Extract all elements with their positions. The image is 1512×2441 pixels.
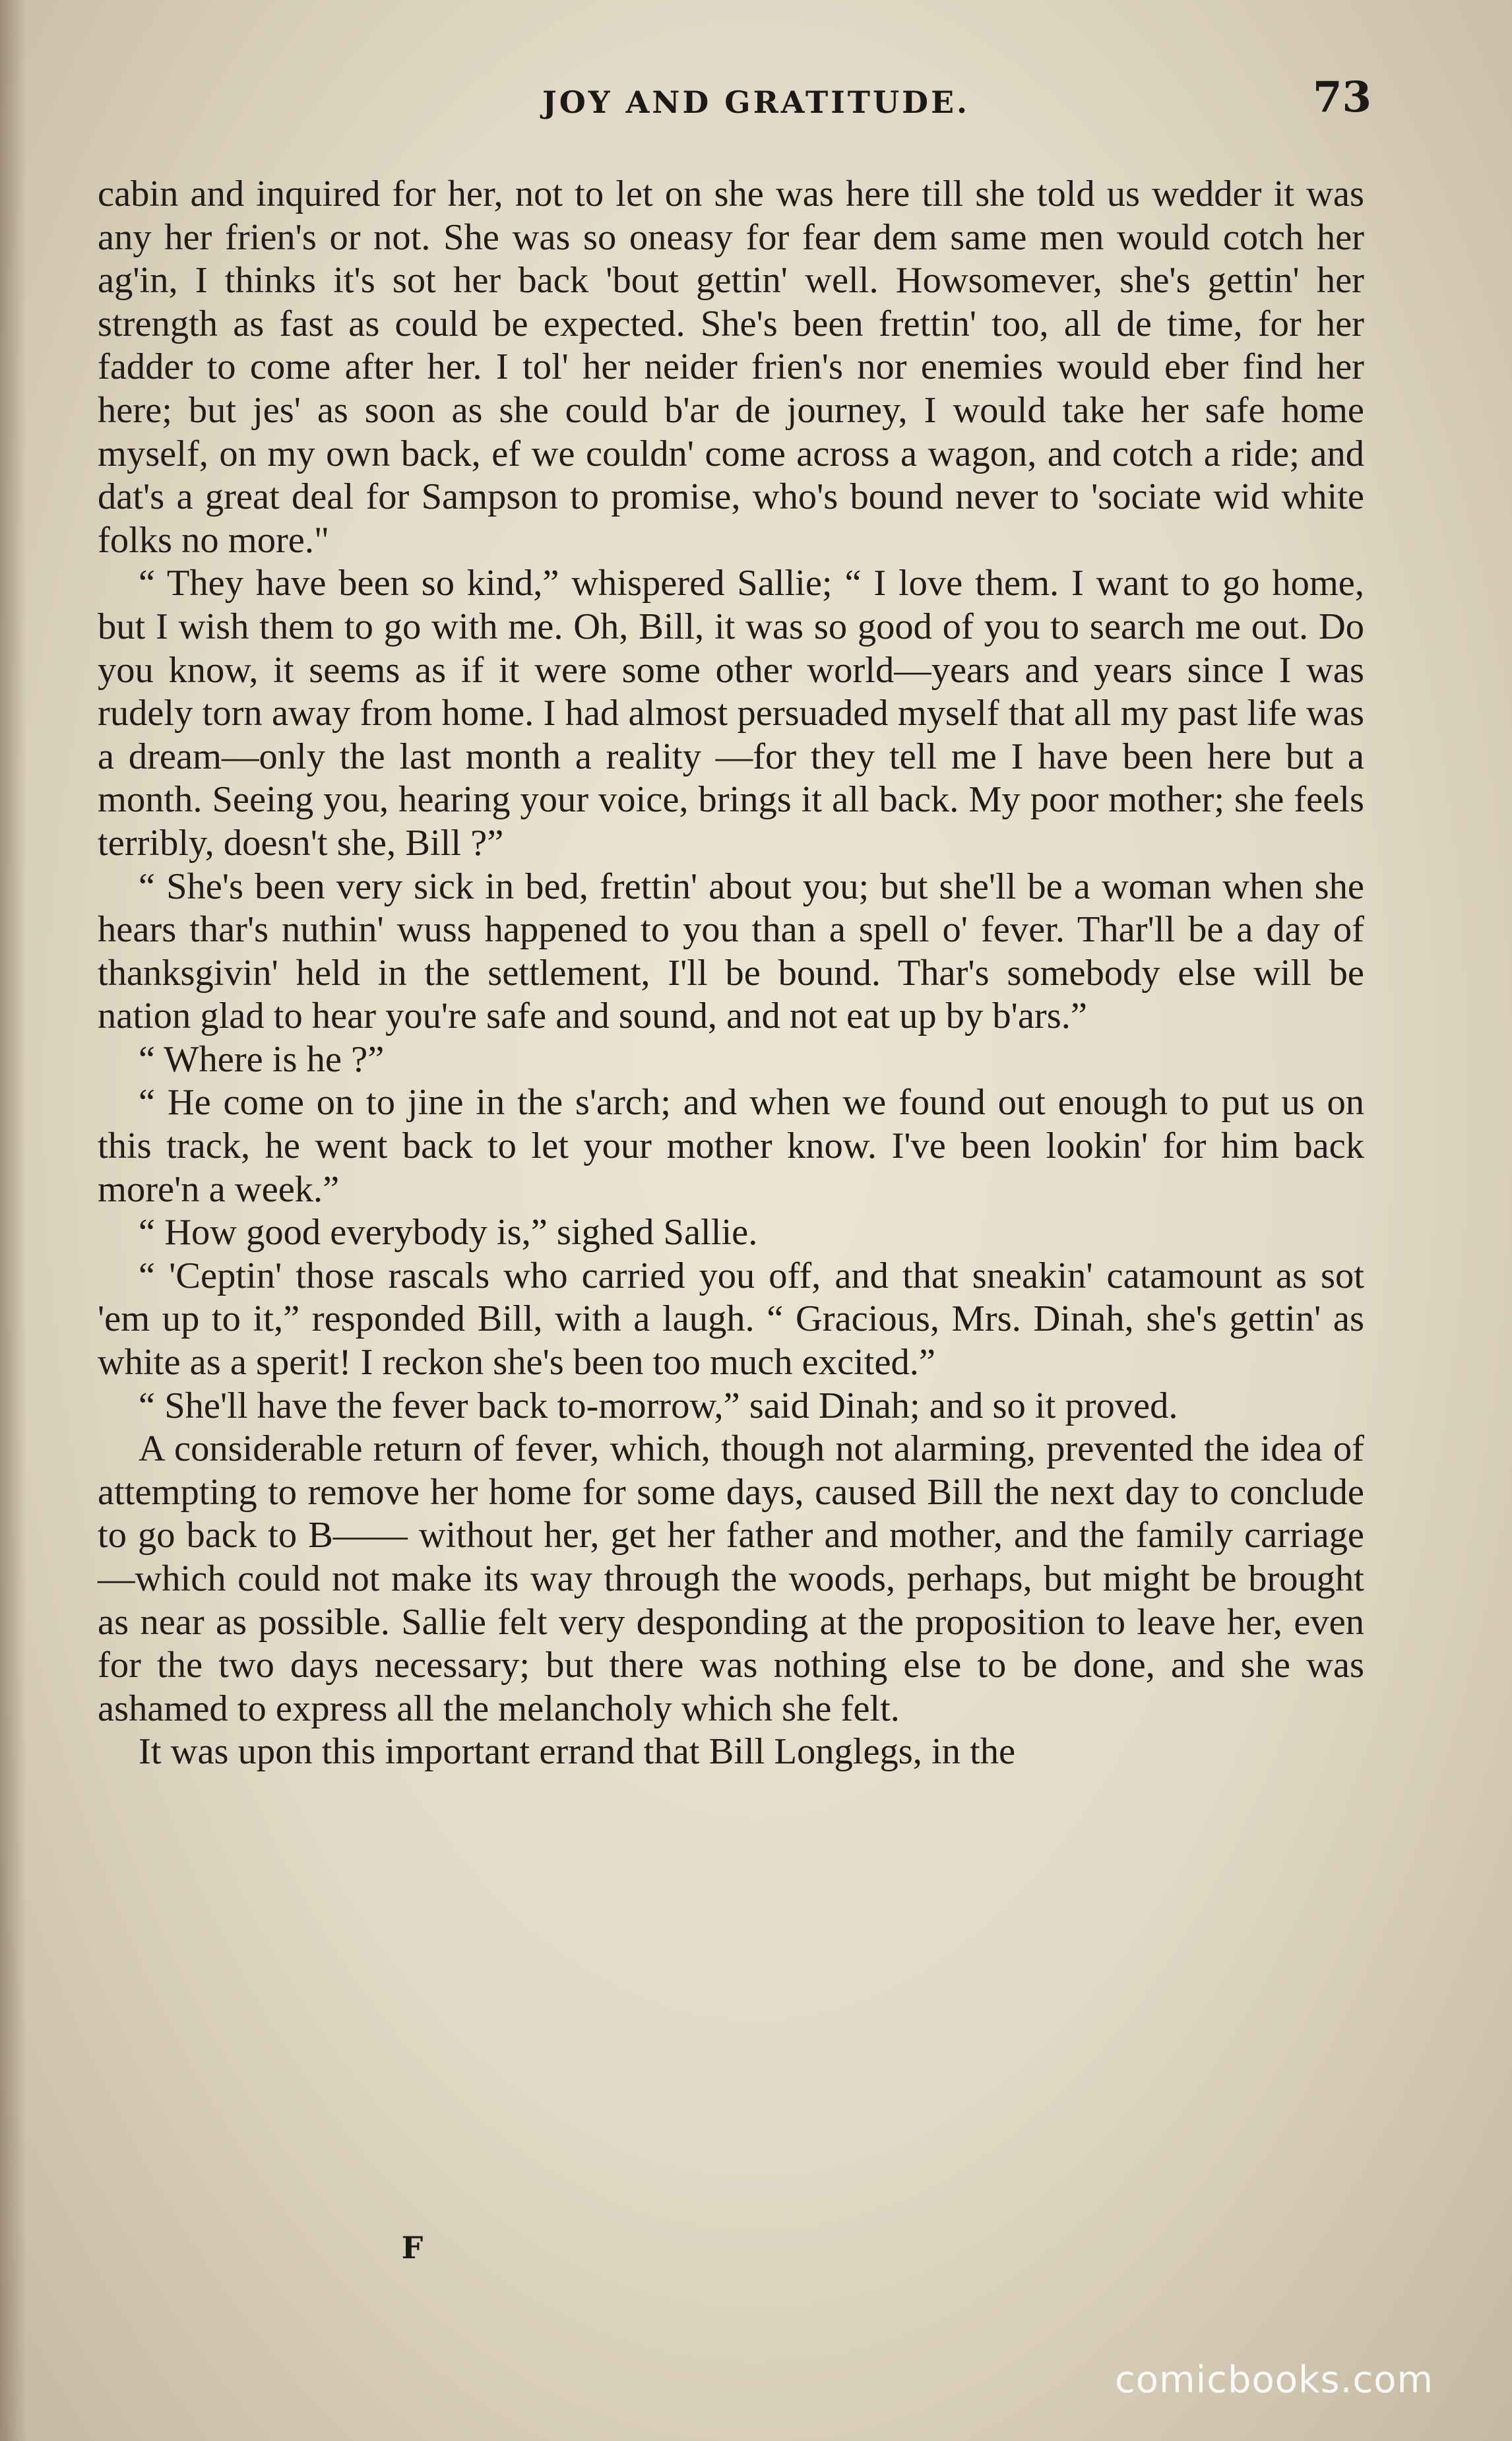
paragraph: “ She's been very sick in bed, frettin' about you; but she'll be a woman when she hears thar's nuthin' wuss happened to you than a spell o' fever. Thar'll be a day of thanksgivin' held in the settlement, I'll be bound. Thar's somebody else will be nation glad to hear you're safe and sound, and not eat up by b'ars.” <box>98 866 1364 1037</box>
signature-mark: F <box>401 2230 424 2266</box>
body-text <box>98 173 1364 1774</box>
paragraph: “ He come on to jine in the s'arch; and when we found out enough to put us on this track, he went back to let your mother know. I've been lookin' for him back more'n a week.” <box>98 1082 1364 1210</box>
paragraph: “ How good everybody is,” sighed Sallie. <box>139 1212 758 1253</box>
paragraph: “ They have been so kind,” whispered Sallie; “ I love them. I want to go home, but I wish them to go with me. Oh, Bill, it was so good of you to search me out. Do you know, it seems as if it were some other world—years and years since I was rudely torn away from home. I had almost persuaded myself that all my past life was a dream—only the last month a reality —for they tell me I have been here but a month. Seeing you, hearing your voice, brings it all back. My poor mother; she feels terribly, doesn't she, Bill ?” <box>98 563 1364 864</box>
page-gutter-shadow <box>0 0 26 2441</box>
paragraph: A considerable return of fever, which, though not alarming, prevented the idea of attempting to remove her home for some days, caused Bill the next day to conclude to go back to B—— without her, get her father and mother, and the family carriage —which could not make its way through the woods, perhaps, but might be brought as near as possible. Sallie felt very desponding at the proposition to leave her, even for the two days necessary; but there was nothing else to be done, and she was ashamed to express all the melancholy which she felt. <box>98 1428 1364 1729</box>
paragraph: It was upon this important errand that Bill Longlegs, in the <box>139 1731 1016 1773</box>
paragraph: “ 'Ceptin' those rascals who carried you off, and that sneakin' catamount as sot 'em up to it,” responded Bill, with a laugh. “ Gracious, Mrs. Dinah, she's gettin' as white as a sperit! I reckon she's been too much excited.” <box>98 1255 1364 1383</box>
paragraph: “ Where is he ?” <box>139 1038 385 1080</box>
site-watermark: comicbooks.com <box>1115 2359 1434 2401</box>
running-head: JOY AND GRATITUDE. <box>542 84 970 120</box>
page-number: 73 <box>1313 73 1372 122</box>
paragraph: cabin and inquired for her, not to let on she was here till she told us wedder it was any her frien's or not. She was so oneasy for fear dem same men would cotch her ag'in, I thinks it's sot her back 'bout gettin' well. Howsomever, she's gettin' her strength as fast as could be expected. She's been frettin' too, all de time, for her fadder to come after her. I tol' her neider frien's nor enemies would eber find her here; but jes' as soon as she could b'ar de journey, I would take her safe home myself, on my own back, ef we couldn' come across a wagon, and cotch a ride; and dat's a great deal for Sampson to promise, who's bound never to 'sociate wid white folks no more." <box>98 174 1364 561</box>
paragraph: “ She'll have the fever back to-morrow,” said Dinah; and so it proved. <box>139 1385 1178 1426</box>
